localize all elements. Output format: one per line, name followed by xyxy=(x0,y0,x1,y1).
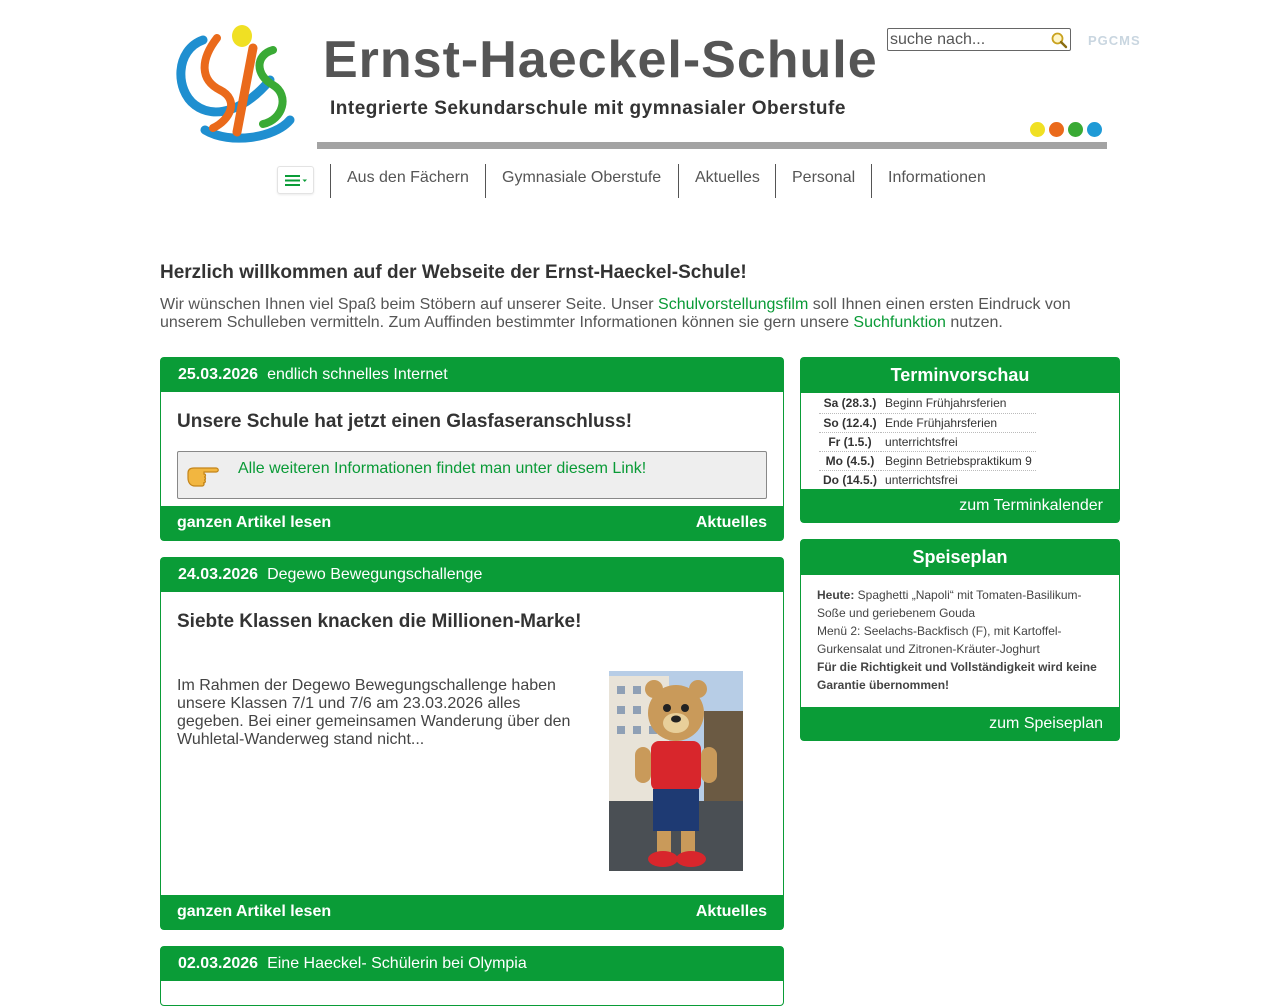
welcome-text xyxy=(160,296,1120,332)
termine-row xyxy=(819,413,1036,432)
read-more-link[interactable]: ganzen Artikel lesen xyxy=(177,903,332,920)
article-footer xyxy=(161,895,783,929)
article-header xyxy=(161,358,783,392)
read-more-link[interactable]: ganzen Artikel lesen xyxy=(177,514,332,531)
article-teaser: Im Rahmen der Degewo Bewegungschallenge haben unsere Klassen 7/1 und 7/6 am 23.03.2026 alles gegeben. Bei einer gemeinsamen Wanderung über den Wuhletal-Wanderweg stand nicht... xyxy=(177,677,571,748)
termine-title: Terminvorschau xyxy=(801,358,1119,393)
article-headline[interactable]: Degewo Bewegungschallenge xyxy=(267,566,483,583)
green-dot xyxy=(1068,122,1083,137)
termine-date: Do (14.5.) xyxy=(819,470,881,489)
termine-date: Fr (1.5.) xyxy=(819,432,881,451)
welcome-text-part: soll Ihnen einen ersten Eindruck von unserem Schulleben vermitteln. Zum Auffinden bestimmter Informationen können sie gern unsere xyxy=(160,296,1071,331)
article-header xyxy=(161,558,783,592)
category-link[interactable]: Aktuelles xyxy=(695,514,767,531)
speiseplan-content xyxy=(817,586,1107,694)
nav-item-personal[interactable]: Personal xyxy=(775,164,871,198)
info-box xyxy=(177,451,767,499)
article-date: 24.03.2026 xyxy=(178,566,259,583)
heute-dish: Spaghetti „Napoli“ mit Tomaten-Basilikum-Soße und geriebenem Gouda xyxy=(817,588,1082,620)
welcome-text-part: Wir wünschen Ihnen viel Spaß beim Stöbern auf unserer Seite. Unser xyxy=(160,296,659,313)
pointing-hand-icon xyxy=(185,459,221,491)
article-headline[interactable]: Eine Haeckel- Schülerin bei Olympia xyxy=(267,955,527,972)
search-input[interactable] xyxy=(890,30,1050,49)
termine-row xyxy=(819,451,1036,470)
info-link[interactable]: Alle weiteren Informationen findet man unter diesem Link! xyxy=(238,460,647,477)
termine-event: unterrichtsfrei xyxy=(881,432,1036,451)
termine-event: Beginn Betriebspraktikum 9 xyxy=(881,451,1036,470)
termine-event: unterrichtsfrei xyxy=(881,470,1036,489)
termine-panel xyxy=(800,357,1120,523)
terminkalender-link[interactable]: zum Terminkalender xyxy=(801,489,1119,522)
cms-logo[interactable]: PGCMS xyxy=(1088,33,1141,48)
schulvorstellungsfilm-link[interactable]: Schulvorstellungsfilm xyxy=(658,296,809,313)
category-link[interactable]: Aktuelles xyxy=(695,903,767,920)
welcome-heading: Herzlich willkommen auf der Webseite der Ernst-Haeckel-Schule! xyxy=(160,262,747,283)
nav-item-aktuelles[interactable]: Aktuelles xyxy=(678,164,776,198)
termine-table xyxy=(819,394,1036,490)
speiseplan-title: Speiseplan xyxy=(801,540,1119,575)
article-footer xyxy=(161,506,783,540)
article-title: Siebte Klassen knacken die Millionen-Marke! xyxy=(177,611,582,632)
blue-dot xyxy=(1087,122,1102,137)
menu-toggle-button[interactable] xyxy=(277,166,314,194)
menu2-dish: Menü 2: Seelachs-Backfisch (F), mit Kartoffel-Gurkensalat und Zitronen-Kräuter-Joghurt xyxy=(817,624,1062,656)
search-box xyxy=(887,28,1071,51)
speiseplan-disclaimer: Für die Richtigkeit und Vollständigkeit wird keine Garantie übernommen! xyxy=(817,660,1097,692)
header-divider xyxy=(317,142,1107,149)
termine-event: Ende Frühjahrsferien xyxy=(881,413,1036,432)
termine-event: Beginn Frühjahrsferien xyxy=(881,394,1036,413)
site-header xyxy=(160,0,1141,160)
orange-dot xyxy=(1049,122,1064,137)
termine-date: Mo (4.5.) xyxy=(819,451,881,470)
welcome-text-part: nutzen. xyxy=(945,314,1003,331)
article-headline[interactable]: endlich schnelles Internet xyxy=(267,366,448,383)
nav-item-aus-den-faechern[interactable]: Aus den Fächern xyxy=(330,164,485,198)
suchfunktion-link[interactable]: Suchfunktion xyxy=(853,314,946,331)
termine-row xyxy=(819,394,1036,413)
article-title: Unsere Schule hat jetzt einen Glasfaseranschluss! xyxy=(177,411,633,432)
mascot-photo-illustration xyxy=(609,671,743,871)
nav-item-informationen[interactable]: Informationen xyxy=(871,164,1002,198)
nav-item-gymnasiale-oberstufe[interactable]: Gymnasiale Oberstufe xyxy=(485,164,677,198)
yellow-dot xyxy=(1030,122,1045,137)
termine-row xyxy=(819,432,1036,451)
article-card xyxy=(160,946,784,1006)
speiseplan-link[interactable]: zum Speiseplan xyxy=(801,707,1119,740)
termine-date: So (12.4.) xyxy=(819,413,881,432)
search-icon[interactable] xyxy=(1050,31,1068,49)
article-card xyxy=(160,357,784,541)
heute-label: Heute: xyxy=(817,588,855,602)
article-photo[interactable] xyxy=(609,671,743,871)
school-logo[interactable] xyxy=(175,20,305,150)
termine-date: Sa (28.3.) xyxy=(819,394,881,413)
site-title: Ernst-Haeckel-Schule xyxy=(323,31,878,89)
article-date: 25.03.2026 xyxy=(178,366,259,383)
termine-row xyxy=(819,470,1036,489)
hamburger-menu-icon xyxy=(278,167,313,193)
site-subtitle: Integrierte Sekundarschule mit gymnasialer Oberstufe xyxy=(330,98,846,119)
speiseplan-panel xyxy=(800,539,1120,741)
article-header xyxy=(161,947,783,981)
article-date: 02.03.2026 xyxy=(178,955,259,972)
article-card xyxy=(160,557,784,930)
